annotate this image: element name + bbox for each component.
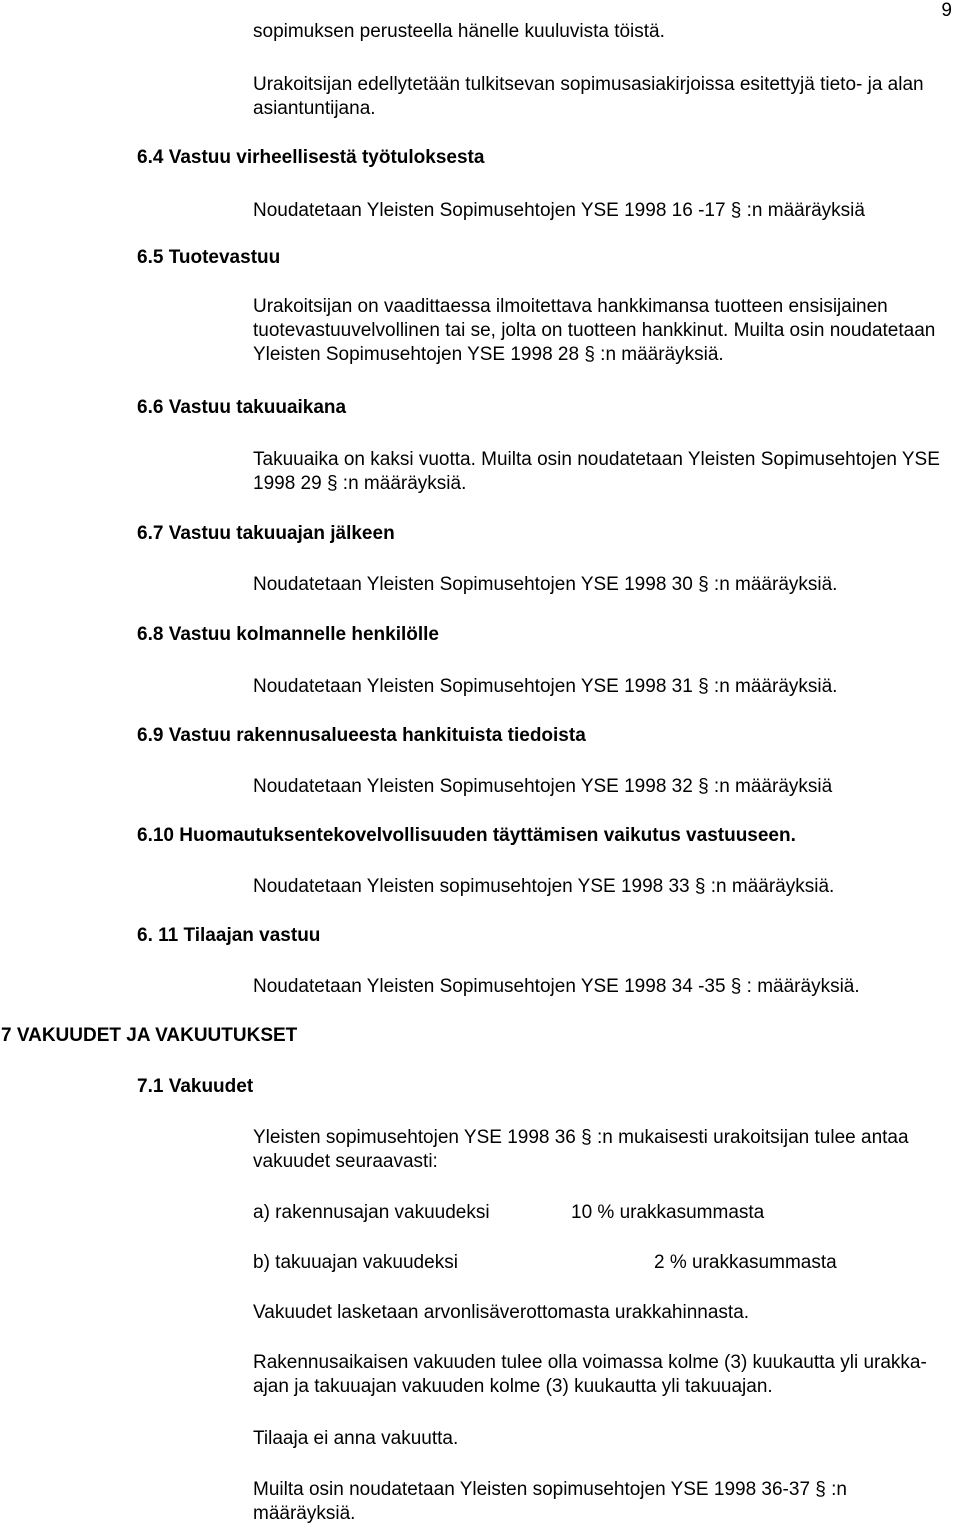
heading-6-11: 6. 11 Tilaajan vastuu [137,925,321,946]
text-6-5: Urakoitsijan on vaadittaessa ilmoitettava hankkimansa tuotteen ensisijainen tuotevastuuvelvollinen tai se, jolta on tuotteen hankkinut. Muilta osin noudatetaan Yleisten Sopimusehtojen YSE 1998 28 § :n määräyksiä. [253,296,936,365]
page-number: 9 [941,0,952,21]
paragraph-otherwise: Muilta osin noudatetaan Yleisten sopimusehtojen YSE 1998 36-37 § :n määräyksiä. [253,1479,847,1524]
text-6-10: Noudatetaan Yleisten sopimusehtojen YSE 1998 33 § :n määräyksiä. [253,876,835,897]
text-6-7: Noudatetaan Yleisten Sopimusehtojen YSE 1998 30 § :n määräyksiä. [253,574,838,595]
text-6-11: Noudatetaan Yleisten Sopimusehtojen YSE 1998 34 -35 § : määräyksiä. [253,976,860,997]
item-a-label: a) rakennusajan vakuudeksi [253,1202,490,1223]
paragraph-client-no-guarantee: Tilaaja ei anna vakuutta. [253,1428,459,1449]
text-7-1-intro: Yleisten sopimusehtojen YSE 1998 36 § :n mukaisesti urakoitsijan tulee antaa vakuudet seuraavasti: [253,1127,909,1172]
body-line-top: sopimuksen perusteella hänelle kuuluvista töistä. [253,21,665,42]
paragraph-vat: Vakuudet lasketaan arvonlisäverottomasta urakkahinnasta. [253,1302,750,1323]
heading-7: 7 VAKUUDET JA VAKUUTUKSET [1,1025,298,1046]
text-6-6: Takuuaika on kaksi vuotta. Muilta osin noudatetaan Yleisten Sopimusehtojen YSE 1998 29 § :n määräyksiä. [253,449,940,494]
heading-6-10: 6.10 Huomautuksentekovelvollisuuden täyttämisen vaikutus vastuuseen. [137,825,796,846]
heading-6-9: 6.9 Vastuu rakennusalueesta hankituista tiedoista [137,725,586,746]
paragraph-validity: Rakennusaikaisen vakuuden tulee olla voimassa kolme (3) kuukautta yli urakka-ajan ja takuuajan vakuuden kolme (3) kuukautta yli takuuajan. [253,1352,927,1397]
heading-6-7: 6.7 Vastuu takuuajan jälkeen [137,523,395,544]
item-b-label: b) takuuajan vakuudeksi [253,1252,458,1273]
item-b-value: 2 % urakkasummasta [654,1252,837,1273]
paragraph-contractor-expert: Urakoitsijan edellytetään tulkitsevan sopimusasiakirjoissa esitettyjä tieto- ja alan asiantuntijana. [253,74,924,119]
heading-7-1: 7.1 Vakuudet [137,1076,254,1097]
heading-6-4: 6.4 Vastuu virheellisestä työtuloksesta [137,147,485,168]
text-6-4: Noudatetaan Yleisten Sopimusehtojen YSE 1998 16 -17 § :n määräyksiä [253,200,865,221]
heading-6-8: 6.8 Vastuu kolmannelle henkilölle [137,624,439,645]
heading-6-5: 6.5 Tuotevastuu [137,247,281,268]
item-a-value: 10 % urakkasummasta [571,1202,765,1223]
text-6-9: Noudatetaan Yleisten Sopimusehtojen YSE 1998 32 § :n määräyksiä [253,776,833,797]
heading-6-6: 6.6 Vastuu takuuaikana [137,397,347,418]
text-6-8: Noudatetaan Yleisten Sopimusehtojen YSE 1998 31 § :n määräyksiä. [253,676,838,697]
